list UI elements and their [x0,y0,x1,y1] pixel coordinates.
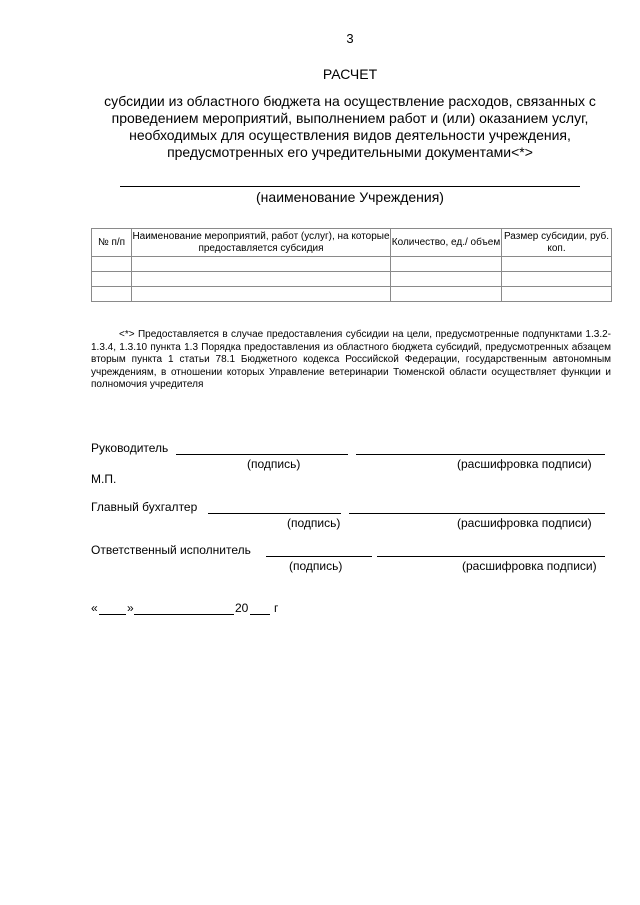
table-row [92,257,612,272]
table-cell[interactable] [92,272,132,287]
head-decode-caption: (расшифровка подписи) [457,457,592,471]
table-cell[interactable] [502,257,612,272]
head-decode-line[interactable] [356,454,605,455]
executor-decode-line[interactable] [377,556,605,557]
executor-signature-caption: (подпись) [289,559,343,573]
accountant-signature-caption: (подпись) [287,516,341,530]
date-year-prefix: 20 [235,601,249,615]
table-cell[interactable] [391,287,502,302]
header-number: № п/п [92,229,132,257]
table-cell[interactable] [92,287,132,302]
head-signature-caption: (подпись) [247,457,301,471]
table-cell[interactable] [92,257,132,272]
header-quantity: Количество, ед./ объем [391,229,502,257]
date-open-quote: « [91,601,98,615]
accountant-decode-caption: (расшифровка подписи) [457,516,592,530]
accountant-signature-line[interactable] [208,513,341,514]
date-close-quote: » [127,601,134,615]
table-cell[interactable] [391,257,502,272]
seal-label: М.П. [91,472,117,486]
head-label: Руководитель [91,441,169,455]
table-cell[interactable] [132,287,391,302]
footnote [91,329,611,392]
table-header-row [92,229,612,257]
subsidy-table [91,228,612,302]
institution-name-line[interactable] [120,186,580,187]
accountant-label: Главный бухгалтер [91,500,198,514]
date-year-line[interactable] [250,614,270,615]
executor-signature-line[interactable] [266,556,372,557]
document-title: РАСЧЕТ [322,66,378,82]
date-month-line[interactable] [134,614,234,615]
header-subsidy-amount: Размер субсидии, руб. коп. [502,229,612,257]
table-row [92,287,612,302]
date-day-line[interactable] [99,614,126,615]
executor-decode-caption: (расшифровка подписи) [462,559,597,573]
date-year-suffix: г [274,601,279,615]
page-number: 3 [346,31,354,46]
document-subtitle: субсидии из областного бюджета на осуществление расходов, связанных с проведением мероприятий, выполнением работ и (или) оказанием услуг, необходимых для осуществления видов деятельности учреждения, предусмотренных его учредительными документами<*> [104,93,596,160]
table-cell[interactable] [502,272,612,287]
executor-label: Ответственный исполнитель [91,543,251,557]
head-signature-line[interactable] [176,454,348,455]
table-cell[interactable] [132,272,391,287]
accountant-decode-line[interactable] [349,513,605,514]
table-row [92,272,612,287]
table-cell[interactable] [391,272,502,287]
header-activity-name: Наименование мероприятий, работ (услуг), на которые предоставляется субсидия [132,229,391,257]
institution-name-caption: (наименование Учреждения) [256,189,444,205]
footnote-text: <*> Предоставляется в случае предоставления субсидии на цели, предусмотренные подпунктами 1.3.2-1.3.4, 1.3.10 пункта 1.3 Порядка предоставления из областного бюджета субсидий, предусмотренных абзацем вторым пункта 1 статьи 78.1 Бюджетного кодекса Российской Федерации, государственным автономным учреждениям, в отношении которых Управление ветеринарии Тюменской области осуществляет функции и полномочия учредителя [91,329,611,390]
table-cell[interactable] [502,287,612,302]
table-cell[interactable] [132,257,391,272]
